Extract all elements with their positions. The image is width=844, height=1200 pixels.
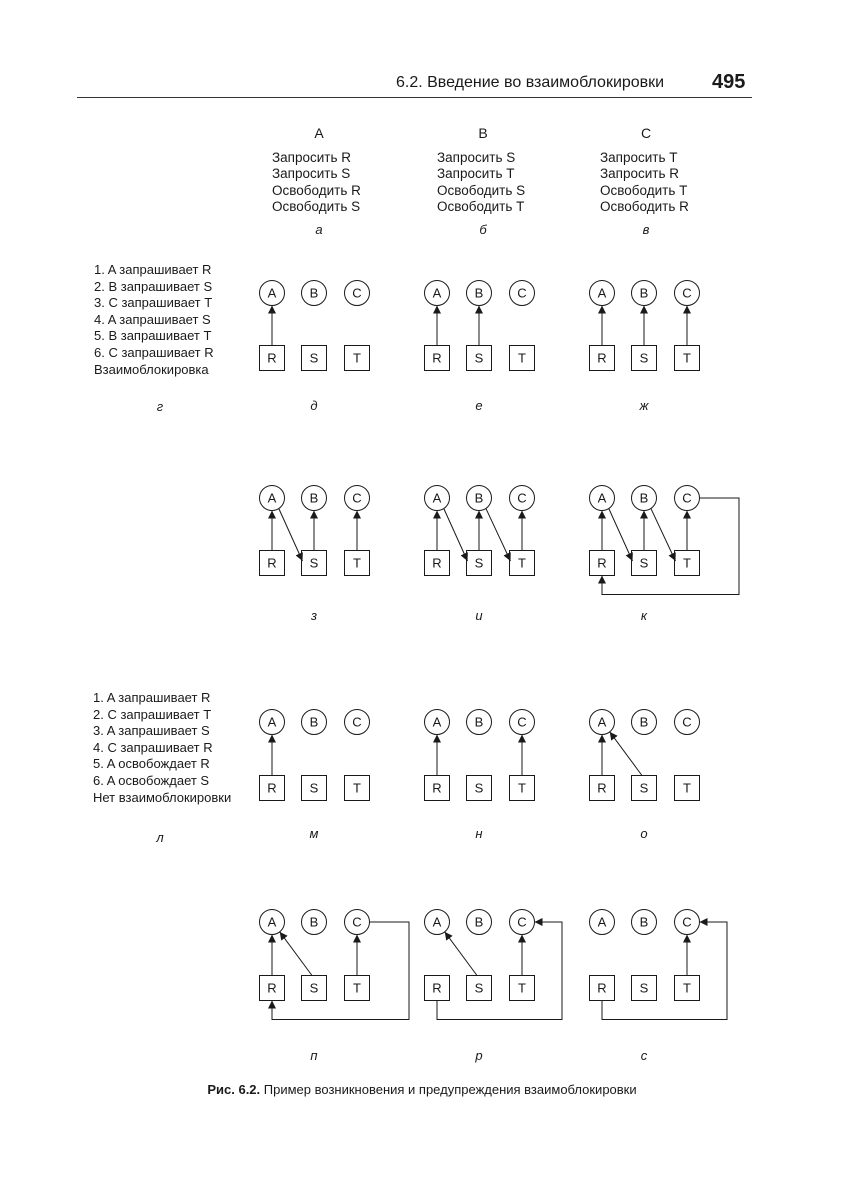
resource-node-label: T	[683, 980, 691, 996]
process-node-label: C	[682, 490, 692, 506]
process-node-label: A	[432, 914, 442, 930]
page-number: 495	[712, 71, 746, 93]
sequence-2-result: Нет взаимоблокировки	[93, 790, 232, 805]
sequence-1-step-4: 4. A запрашивает S	[94, 311, 211, 327]
graph-1	[260, 281, 370, 414]
process-node-label: A	[267, 285, 277, 301]
resource-node-label: S	[309, 980, 319, 996]
sequence-2-step-3: 3. A запрашивает S	[93, 723, 210, 738]
resource-node-label: R	[267, 980, 277, 996]
process-node-label: A	[597, 714, 607, 730]
graph-label: д	[310, 398, 318, 413]
resource-node-label: T	[353, 350, 361, 366]
sequence-2-step-2: 2. C запрашивает T	[93, 706, 212, 722]
process-b-op-2: Запросить T	[437, 166, 515, 182]
sequence-1-step-1: 1. A запрашивает R	[94, 262, 212, 277]
label-b: б	[479, 222, 487, 237]
graph-9	[590, 710, 700, 842]
resource-node-label: R	[432, 350, 442, 366]
graph-10	[260, 910, 410, 1064]
resource-node-label: S	[639, 780, 649, 796]
graph-12	[590, 910, 728, 1064]
process-a-op-1: Запросить R	[272, 150, 351, 165]
process-node-label: B	[474, 285, 484, 301]
graph-11	[425, 910, 563, 1064]
edge-r-to-c	[437, 922, 562, 1020]
graph-label: о	[640, 826, 648, 841]
process-node-label: A	[267, 914, 277, 930]
process-c-name: C	[640, 125, 652, 141]
process-b-op-4: Освободить T	[437, 198, 525, 214]
resource-node-label: R	[267, 350, 277, 366]
label-c: в	[642, 222, 650, 237]
figure-caption	[0, 1082, 844, 1097]
graph-label: м	[309, 826, 319, 841]
process-b-op-3: Освободить S	[437, 182, 526, 198]
process-a-op-4: Освободить S	[272, 198, 361, 214]
graph-label: и	[475, 608, 483, 623]
resource-node-label: T	[518, 980, 526, 996]
process-node-label: A	[432, 714, 442, 730]
process-node-label: B	[639, 914, 649, 930]
graph-label: н	[475, 826, 483, 841]
process-node-label: B	[474, 714, 484, 730]
resource-node-label: R	[432, 780, 442, 796]
resource-node-label: R	[597, 980, 607, 996]
sequence-2-step-5: 5. A освобождает R	[93, 756, 210, 771]
resource-node-label: T	[518, 780, 526, 796]
process-node-label: C	[517, 490, 527, 506]
edge-s-to-a	[280, 932, 312, 976]
process-node-label: C	[517, 714, 527, 730]
resource-node-label: T	[518, 350, 526, 366]
resource-node-label: T	[353, 555, 361, 571]
process-node-label: B	[639, 285, 649, 301]
resource-node-label: R	[597, 780, 607, 796]
resource-node-label: R	[432, 555, 442, 571]
process-a-name: A	[314, 125, 324, 141]
label-a: а	[315, 222, 323, 237]
process-node-label: B	[474, 490, 484, 506]
edge-s-to-a	[445, 932, 477, 976]
resource-node-label: S	[474, 350, 484, 366]
graph-label: с	[640, 1048, 648, 1063]
process-node-label: B	[474, 914, 484, 930]
resource-node-label: T	[353, 980, 361, 996]
process-c-op-1: Запросить T	[600, 150, 678, 165]
process-node-label: A	[597, 490, 607, 506]
process-a-op-3: Освободить R	[272, 182, 361, 198]
resource-node-label: R	[597, 350, 607, 366]
sequence-2-step-4: 4. C запрашивает R	[93, 739, 213, 755]
process-node-label: C	[682, 914, 692, 930]
figure-caption-text: Пример возникновения и предупреждения взаимоблокировки	[260, 1082, 637, 1097]
graph-6	[590, 486, 740, 624]
label-sequence-2: л	[156, 830, 164, 845]
graph-3	[590, 281, 700, 414]
graph-label: п	[310, 1048, 318, 1063]
sequence-1-result: Взаимоблокировка	[94, 362, 209, 377]
process-node-label: B	[309, 285, 319, 301]
resource-node-label: S	[309, 780, 319, 796]
process-node-label: B	[309, 714, 319, 730]
process-b-op-1: Запросить S	[437, 150, 516, 165]
resource-node-label: S	[474, 980, 484, 996]
process-b-name: B	[478, 125, 488, 141]
graph-5	[425, 486, 535, 624]
process-node-label: C	[517, 914, 527, 930]
resource-node-label: S	[309, 350, 319, 366]
graph-label: ж	[639, 398, 649, 413]
sequence-2-step-1: 1. A запрашивает R	[93, 690, 211, 705]
process-c-op-3: Освободить T	[600, 182, 688, 198]
resource-node-label: R	[432, 980, 442, 996]
process-node-label: C	[352, 285, 362, 301]
resource-node-label: T	[518, 555, 526, 571]
process-node-label: C	[352, 490, 362, 506]
resource-node-label: T	[683, 555, 691, 571]
process-node-label: B	[309, 490, 319, 506]
resource-node-label: S	[474, 780, 484, 796]
process-node-label: C	[682, 714, 692, 730]
sequence-1-step-3: 3. C запрашивает T	[94, 295, 213, 310]
resource-node-label: S	[639, 555, 649, 571]
sequence-1-step-5: 5. B запрашивает T	[94, 328, 212, 343]
process-c-op-4: Освободить R	[600, 198, 689, 214]
process-node-label: C	[352, 714, 362, 730]
process-node-label: C	[682, 285, 692, 301]
resource-node-label: T	[353, 780, 361, 796]
process-a-op-2: Запросить S	[272, 166, 351, 182]
process-node-label: A	[432, 490, 442, 506]
process-node-label: A	[597, 285, 607, 301]
graph-label: е	[475, 398, 483, 413]
sequence-1-step-2: 2. B запрашивает S	[94, 278, 213, 294]
resource-node-label: R	[267, 780, 277, 796]
process-node-label: A	[597, 914, 607, 930]
graph-label: з	[310, 608, 318, 623]
resource-node-label: R	[597, 555, 607, 571]
process-node-label: A	[267, 714, 277, 730]
label-sequence-1: г	[156, 399, 164, 414]
edge-r-to-c	[602, 922, 727, 1020]
graph-2	[425, 281, 535, 414]
resource-node-label: S	[639, 980, 649, 996]
process-node-label: C	[352, 914, 362, 930]
graph-4	[260, 486, 370, 624]
graph-7	[260, 710, 370, 842]
process-node-label: B	[639, 490, 649, 506]
figure-label: Рис. 6.2.	[207, 1082, 261, 1097]
edge-s-to-a	[610, 732, 642, 776]
process-node-label: A	[267, 490, 277, 506]
graph-label: р	[475, 1048, 483, 1063]
resource-node-label: S	[474, 555, 484, 571]
process-node-label: B	[639, 714, 649, 730]
sequence-1-step-6: 6. C запрашивает R	[94, 344, 214, 360]
process-node-label: B	[309, 914, 319, 930]
section-title: 6.2. Введение во взаимоблокировки	[396, 74, 665, 91]
process-c-op-2: Запросить R	[600, 166, 679, 182]
resource-node-label: R	[267, 555, 277, 571]
resource-node-label: T	[683, 780, 691, 796]
resource-node-label: S	[639, 350, 649, 366]
resource-node-label: T	[683, 350, 691, 366]
resource-node-label: S	[309, 555, 319, 571]
process-node-label: C	[517, 285, 527, 301]
edge-c-to-r	[602, 498, 739, 595]
edge-c-to-r	[272, 922, 409, 1020]
sequence-2-step-6: 6. A освобождает S	[93, 772, 210, 788]
graph-8	[425, 710, 535, 842]
graph-label: к	[640, 608, 648, 623]
process-node-label: A	[432, 285, 442, 301]
